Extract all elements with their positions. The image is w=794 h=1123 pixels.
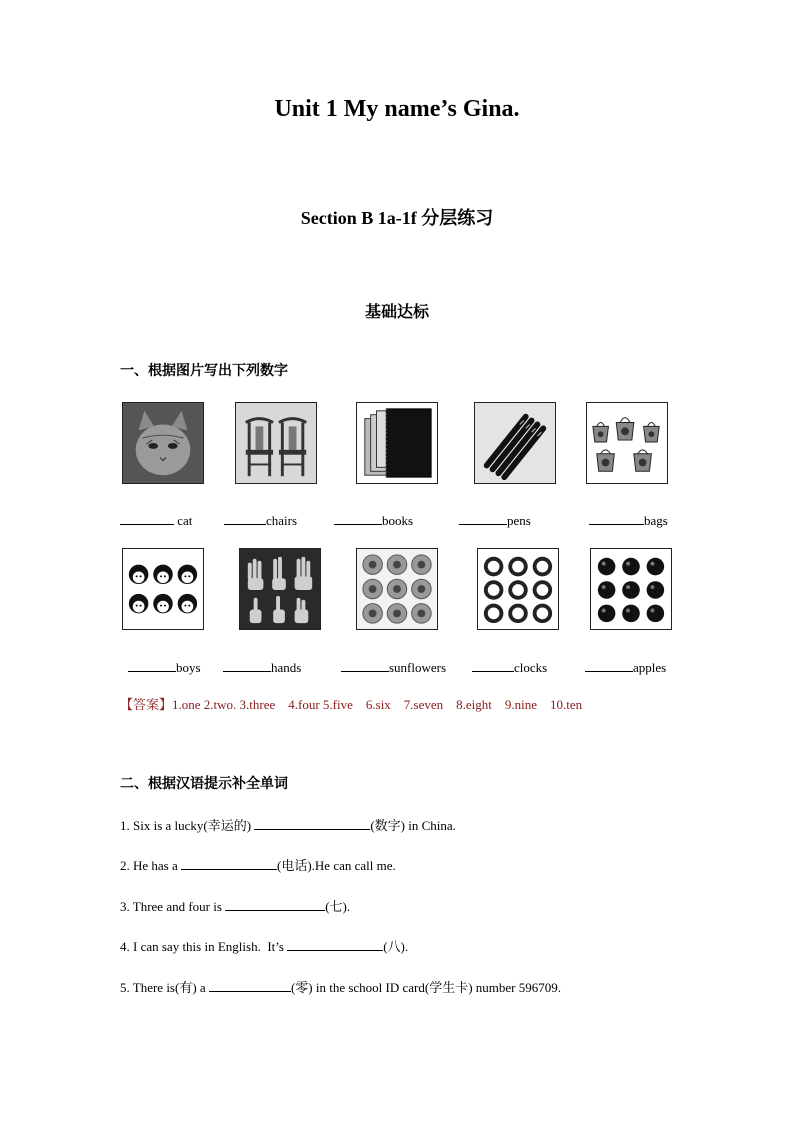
kitten-image — [122, 402, 204, 484]
question-5: 5. There is(有) a (零) in the school ID card(学生卡) number 596709. — [120, 980, 561, 995]
row1-item2-label: chairs — [224, 511, 297, 530]
answer-blank[interactable] — [472, 658, 514, 672]
row2-item1-label: boys — [128, 658, 201, 677]
books-image — [356, 402, 438, 484]
answer-blank[interactable] — [225, 898, 325, 911]
hands-image — [239, 548, 321, 630]
question-4: 4. I can say this in English. It’s (八). — [120, 939, 409, 954]
answer-blank[interactable] — [223, 658, 271, 672]
question-2: 2. He has a (电话).He can call me. — [120, 858, 396, 873]
answer-blank[interactable] — [334, 511, 382, 525]
answer-blank[interactable] — [209, 979, 291, 992]
row1-item1-label: cat — [120, 511, 192, 530]
answer-blank[interactable] — [128, 658, 176, 672]
row2-item5-label: apples — [585, 658, 666, 677]
clocks-image — [477, 548, 559, 630]
section-subtitle: Section B 1a-1f 分层练习 — [300, 208, 494, 228]
answer-blank[interactable] — [341, 658, 389, 672]
row1-item3-label: books — [334, 511, 413, 530]
row1-item4-label: pens — [459, 511, 531, 530]
row2-item3-label: sunflowers — [341, 658, 446, 677]
section2-heading: 二、根据汉语提示补全单词 — [120, 776, 288, 792]
chairs-image — [235, 402, 317, 484]
row2-item2-label: hands — [223, 658, 301, 677]
boys-image — [122, 548, 204, 630]
level-heading: 基础达标 — [364, 302, 429, 321]
sunflowers-image — [356, 548, 438, 630]
answer-key: 【答案】1.one 2.two. 3.three 4.four 5.five 6.six 7.seven 8.eight 9.nine 10.ten — [120, 697, 583, 713]
answer-blank[interactable] — [254, 817, 370, 830]
answer-blank[interactable] — [585, 658, 633, 672]
question-3: 3. Three and four is (七). — [120, 899, 351, 914]
answer-blank[interactable] — [589, 511, 644, 525]
answer-blank[interactable] — [459, 511, 507, 525]
answer-blank[interactable] — [287, 938, 383, 951]
row2-item4-label: clocks — [472, 658, 547, 677]
pens-image — [474, 402, 556, 484]
answer-blank[interactable] — [120, 511, 174, 525]
worksheet-title: Unit 1 My name’s Gina. — [274, 96, 520, 122]
answer-blank[interactable] — [224, 511, 266, 525]
row1-item5-label: bags — [589, 511, 668, 530]
section1-heading: 一、根据图片写出下列数字 — [120, 363, 288, 379]
answer-blank[interactable] — [181, 857, 277, 870]
bags-image — [586, 402, 668, 484]
question-1: 1. Six is a lucky(幸运的) (数字) in China. — [120, 818, 456, 833]
apples-image — [590, 548, 672, 630]
